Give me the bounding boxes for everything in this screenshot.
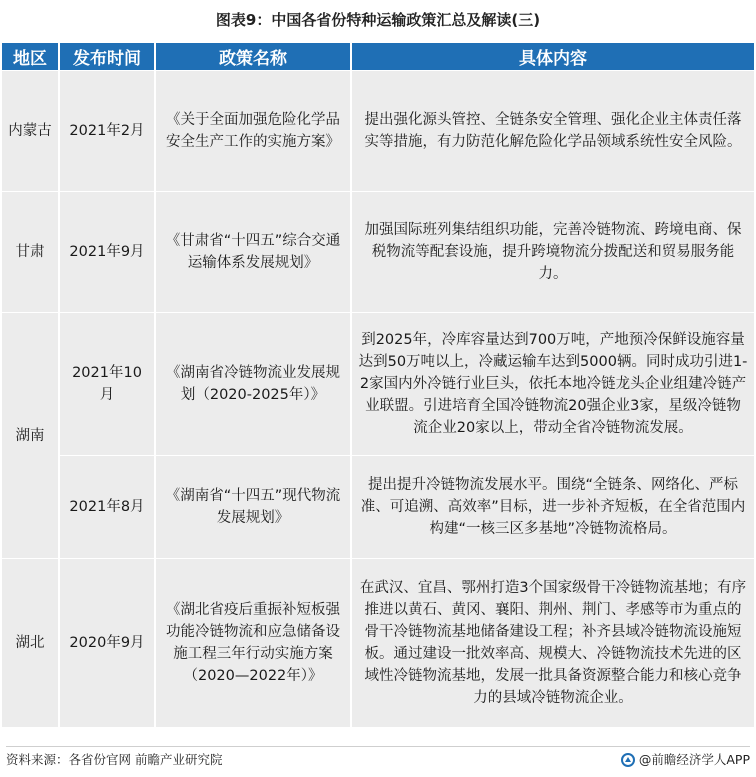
header-date: 发布时间 xyxy=(60,43,154,70)
policy-table xyxy=(0,42,756,728)
policy-name-cell: 《甘肃省“十四五”综合交通运输体系发展规划》 xyxy=(156,192,350,312)
content-cell: 加强国际班列集结组织功能，完善冷链物流、跨境电商、保税物流等配套设施，提升跨境物流分拨配送和贸易服务能力。 xyxy=(352,192,754,312)
region-cell: 内蒙古 xyxy=(2,71,58,191)
brand-label: @前瞻经济学人APP xyxy=(638,752,750,767)
region-cell: 湖北 xyxy=(2,559,58,727)
table-row xyxy=(2,192,754,312)
table-row xyxy=(2,559,754,727)
date-cell: 2021年10月 xyxy=(60,313,154,455)
qianzhan-logo-icon xyxy=(621,753,635,767)
table-row xyxy=(2,313,754,455)
date-cell: 2021年8月 xyxy=(60,456,154,558)
policy-name-cell: 《湖北省疫后重振补短板强功能冷链物流和应急储备设施工程三年行动实施方案（2020—2022年）》 xyxy=(156,559,350,727)
policy-name-cell: 《湖南省冷链物流业发展规划（2020-2025年）》 xyxy=(156,313,350,455)
content-cell: 提出提升冷链物流发展水平。围绕“全链条、网络化、严标准、可追溯、高效率”目标，进一步补齐短板，在全省范围内构建“一核三区多基地”冷链物流格局。 xyxy=(352,456,754,558)
header-policy-name: 政策名称 xyxy=(156,43,350,70)
brand-credit xyxy=(621,749,750,771)
region-cell: 甘肃 xyxy=(2,192,58,312)
header-region: 地区 xyxy=(2,43,58,70)
chart-title: 图表9：中国各省份特种运输政策汇总及解读(三) xyxy=(215,11,541,29)
content-cell: 提出强化源头管控、全链条安全管理、强化企业主体责任落实等措施，有力防范化解危险化学品领域系统性安全风险。 xyxy=(352,71,754,191)
content-cell: 到2025年，冷库容量达到700万吨，产地预冷保鲜设施容量达到50万吨以上，冷藏运输车达到5000辆。同时成功引进1-2家国内外冷链行业巨头，依托本地冷链龙头企业组建冷链产业联盟。引进培育全国冷链物流20强企业3家，星级冷链物流企业20家以上，带动全省冷链物流发展。 xyxy=(352,313,754,455)
table-row xyxy=(2,71,754,191)
table-header-row xyxy=(2,43,754,70)
footer xyxy=(6,746,750,769)
content-cell: 在武汉、宜昌、鄂州打造3个国家级骨干冷链物流基地；有序推进以黄石、黄冈、襄阳、荆州、荆门、孝感等市为重点的骨干冷链物流基地储备建设工程；补齐县域冷链物流设施短板。通过建设一批效率高、规模大、冷链物流技术先进的区域性冷链物流基地，发展一批具备资源整合能力和核心竞争力的县域冷链物流企业。 xyxy=(352,559,754,727)
policy-name-cell: 《关于全面加强危险化学品安全生产工作的实施方案》 xyxy=(156,71,350,191)
date-cell: 2021年2月 xyxy=(60,71,154,191)
header-content: 具体内容 xyxy=(352,43,754,70)
source-note: 资料来源：各省份官网 前瞻产业研究院 xyxy=(6,752,223,767)
table-row xyxy=(2,456,754,558)
date-cell: 2020年9月 xyxy=(60,559,154,727)
policy-name-cell: 《湖南省“十四五”现代物流发展规划》 xyxy=(156,456,350,558)
date-cell: 2021年9月 xyxy=(60,192,154,312)
region-cell: 湖南 xyxy=(2,313,58,558)
